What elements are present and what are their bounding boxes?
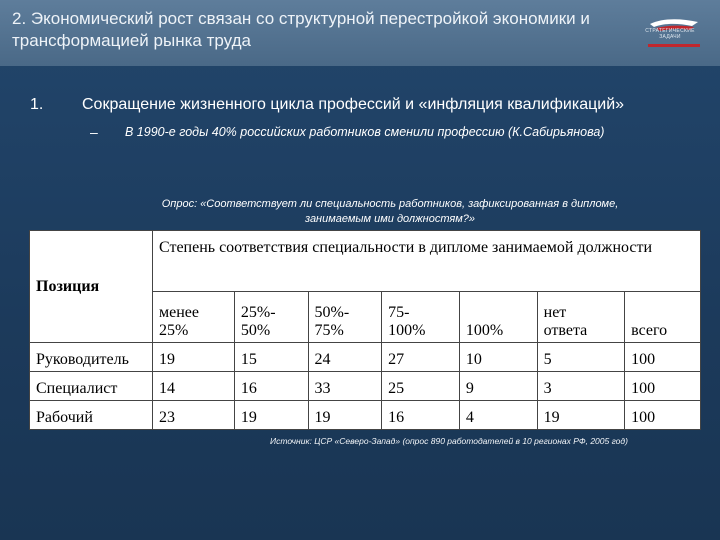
sub-bullet-dash: – — [90, 124, 98, 140]
row-label: Руководитель — [30, 343, 153, 372]
table-cell: 5 — [537, 343, 625, 372]
list-item-text: Сокращение жизненного цикла профессий и «инфляция квалификаций» — [82, 96, 625, 113]
column-header: всего — [625, 292, 701, 343]
column-header: нет ответа — [537, 292, 625, 343]
source-note: Источник: ЦСР «Северо-Запад» (опрос 890 работодателей в 10 регионах РФ, 2005 год) — [270, 436, 628, 446]
table-cell: 14 — [153, 372, 235, 401]
table-cell: 3 — [537, 372, 625, 401]
survey-line-1: Опрос: «Соответствует ли специальность работников, зафиксированная в дипломе, — [161, 198, 619, 210]
table-header-row — [30, 231, 701, 292]
table-cell: 10 — [459, 343, 537, 372]
table-row — [30, 372, 701, 401]
survey-line-2: занимаемым ими должностям?» — [304, 213, 476, 225]
column-header: 25%- 50% — [234, 292, 308, 343]
match-degree-header: Степень соответствия специальности в дипломе занимаемой должности — [153, 231, 701, 292]
row-label: Специалист — [30, 372, 153, 401]
slide-header — [0, 0, 720, 66]
table-cell: 100 — [625, 401, 701, 430]
table-cell: 25 — [382, 372, 460, 401]
row-label: Рабочий — [30, 401, 153, 430]
survey-table — [29, 230, 701, 430]
column-header: менее 25% — [153, 292, 235, 343]
column-header: 75- 100% — [382, 292, 460, 343]
table-cell: 16 — [234, 372, 308, 401]
table-cell: 19 — [153, 343, 235, 372]
table-cell: 4 — [459, 401, 537, 430]
table-cell: 24 — [308, 343, 382, 372]
list-item-number: 1. — [30, 96, 44, 113]
table-cell: 100 — [625, 343, 701, 372]
slide-title: 2. Экономический рост связан со структурной перестройкой экономики и трансформацией рынка труда — [12, 9, 590, 50]
table-cell: 100 — [625, 372, 701, 401]
table-cell: 33 — [308, 372, 382, 401]
position-header: Позиция — [30, 231, 153, 343]
table-cell: 9 — [459, 372, 537, 401]
table-row — [30, 401, 701, 430]
table-cell: 23 — [153, 401, 235, 430]
table-cell: 19 — [537, 401, 625, 430]
logo-text: СТРАТЕГИЧЕСКИЕ ЗАДАЧИ — [645, 28, 695, 40]
table-row — [30, 343, 701, 372]
table-cell: 16 — [382, 401, 460, 430]
column-header: 100% — [459, 292, 537, 343]
table-cell: 19 — [308, 401, 382, 430]
column-header: 50%- 75% — [308, 292, 382, 343]
sub-bullet-text: В 1990-е годы 40% российских работников сменили профессию (К.Сабирьянова) — [125, 125, 605, 139]
table-cell: 27 — [382, 343, 460, 372]
table-cell: 19 — [234, 401, 308, 430]
table-cell: 15 — [234, 343, 308, 372]
survey-question — [110, 197, 670, 227]
logo-bar — [648, 44, 700, 47]
